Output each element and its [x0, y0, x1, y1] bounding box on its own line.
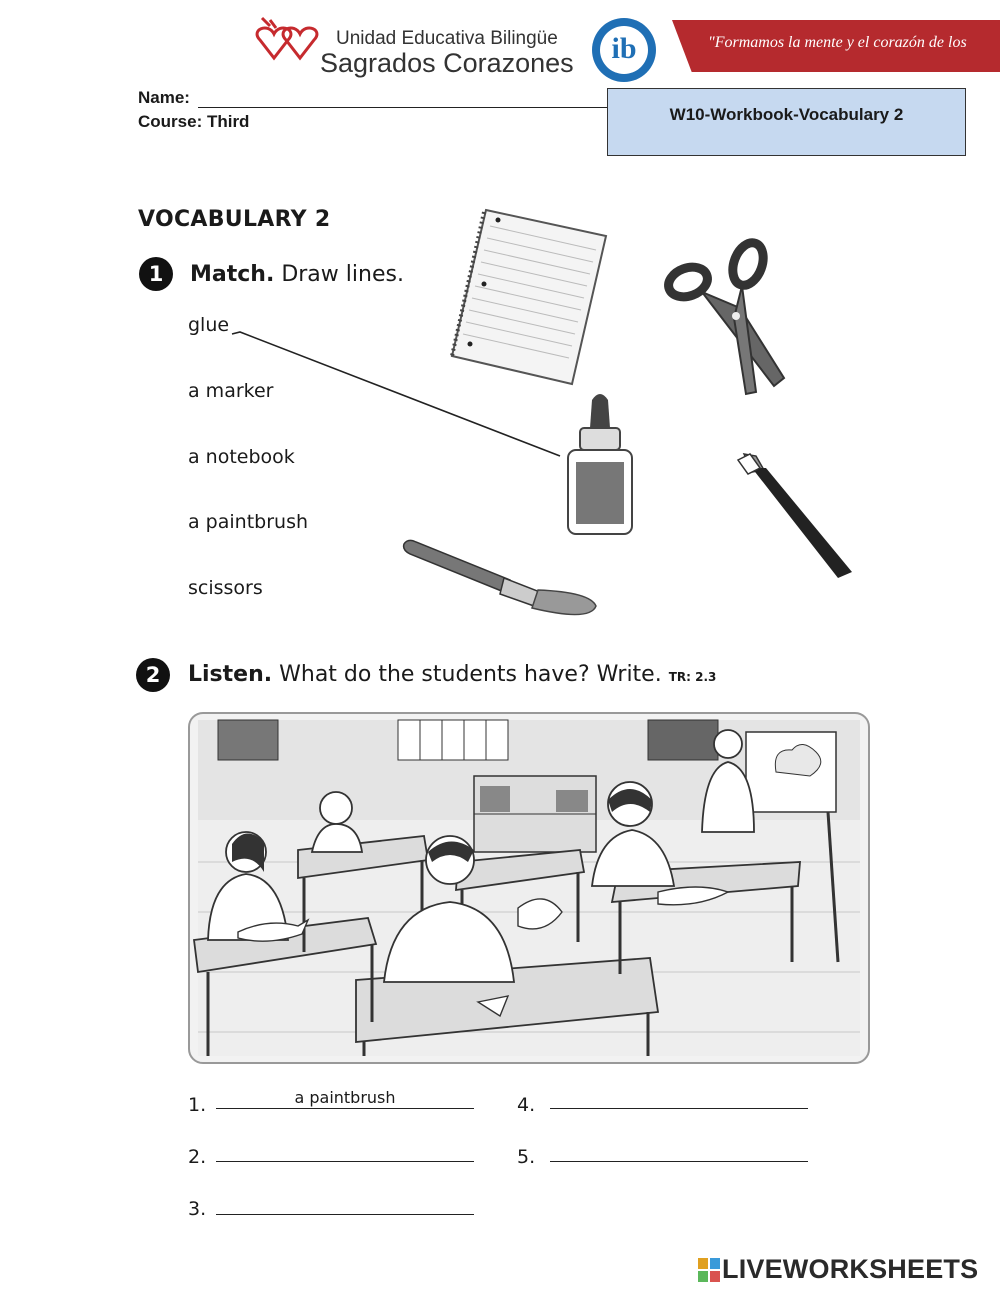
answer-3-field[interactable]	[216, 1214, 474, 1215]
word-notebook[interactable]: a notebook	[188, 446, 295, 468]
paintbrush-image[interactable]	[400, 536, 600, 622]
exercise1-number: 1	[139, 257, 173, 291]
ib-logo: ib	[592, 18, 656, 82]
name-label: Name:	[138, 88, 190, 107]
answer-1-text: a paintbrush	[294, 1088, 396, 1107]
answer-2-label: 2.	[188, 1146, 207, 1168]
exercise2-instruction-bold: Listen.	[188, 662, 273, 687]
answer-3-label: 3.	[188, 1198, 207, 1220]
exercise1-instruction-bold: Match.	[190, 262, 275, 287]
track-number: TR: 2.3	[668, 670, 717, 684]
school-name-line1: Unidad Educativa Bilingüe	[336, 28, 558, 49]
exercise2-number: 2	[136, 658, 170, 692]
word-marker[interactable]: a marker	[188, 380, 274, 402]
answer-1-label: 1.	[188, 1094, 207, 1116]
scissors-image[interactable]	[662, 236, 792, 400]
worksheet-title: W10-Workbook-Vocabulary 2	[669, 105, 904, 124]
marker-image[interactable]	[730, 450, 854, 582]
liveworksheets-icon	[698, 1258, 720, 1282]
school-motto: "Formamos la mente y el corazón de los	[708, 34, 967, 51]
exercise1-instruction-rest: Draw lines.	[274, 262, 404, 287]
section-title: VOCABULARY 2	[138, 207, 331, 232]
course-label: Course: Third	[138, 112, 250, 131]
word-scissors[interactable]: scissors	[188, 577, 263, 599]
word-paintbrush[interactable]: a paintbrush	[188, 511, 309, 533]
answer-2-field[interactable]	[216, 1161, 474, 1162]
school-name-line2: Sagrados Corazones	[320, 48, 574, 78]
answer-5-label: 5.	[517, 1146, 536, 1168]
answer-4-label: 4.	[517, 1094, 536, 1116]
glue-image[interactable]	[562, 392, 638, 538]
exercise2-instruction-rest: What do the students have? Write.	[272, 662, 662, 687]
answer-4-field[interactable]	[550, 1108, 808, 1109]
school-logo	[240, 12, 330, 74]
exercise2-instruction	[188, 662, 716, 687]
exercise1-instruction	[190, 262, 404, 287]
answer-5-field[interactable]	[550, 1161, 808, 1162]
classroom-illustration	[188, 712, 870, 1064]
answer-1-field[interactable]	[216, 1108, 474, 1109]
word-glue[interactable]: glue	[188, 314, 230, 336]
notebook-image[interactable]	[446, 204, 612, 388]
liveworksheets-logo: LIVEWORKSHEETS	[722, 1254, 979, 1284]
worksheet-title-box	[607, 88, 966, 156]
name-field[interactable]	[198, 107, 608, 108]
